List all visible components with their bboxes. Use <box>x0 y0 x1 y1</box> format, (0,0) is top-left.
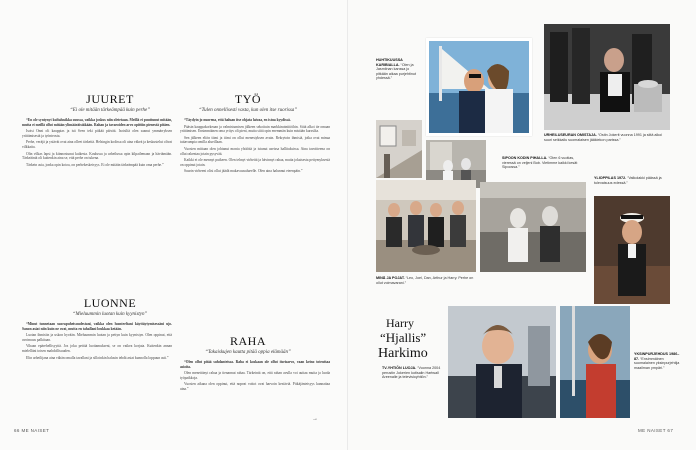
caption-lead: MINÄ JA POJAT. <box>376 276 405 280</box>
photo-press <box>448 306 556 418</box>
section-subtitle-juuret: “Ei ole mitään tärkeämpää kuin perhe” <box>69 108 151 113</box>
caption-lead: YLIOPPILAS 1972. <box>594 176 627 180</box>
paragraph: Pääsin kauppakorkeaan ja valmistumisen jälkeen sekoituin markkinointitöihin. Siitä alkoi tie omaan yrittämisen. Ensimmäinen oma yritys oli pieni, mutta siitä opin enemmän kuin mistään kurssilta. <box>180 124 330 134</box>
caption-lead: URHEILUSEURAN OMISTAJA. <box>544 133 597 137</box>
section-title-juuret: JUURET <box>86 92 134 106</box>
photo-family-sons <box>376 180 476 272</box>
paragraph: Kaikki ei ole mennyt putkeen. Olen tehnyt virheitä ja hävinnyt rahaa, mutta jokaisesta pettymyksestä on oppinut jotain. <box>180 158 330 167</box>
caption-urheiluseura <box>544 133 670 142</box>
photo-yksinpurjehdus <box>560 306 630 418</box>
section-subtitle-tyo: “Tulen onnellisesti vasta, kun olen itse ruorissa” <box>198 108 298 113</box>
paragraph: Perhe, veräjä ja ystävät ovat aina olleet tärkeitä. Helsingin kodissa oli aina väkeä ja keskustelut olivat vilkkaita. <box>22 140 172 149</box>
paragraph: Tärkein asia, jonka opin kotoa, on perhekeskeisyys. Ei ole mitään tärkeämpää kuin oma perhe.” <box>26 162 164 167</box>
photo-hockey-owner-image <box>544 24 670 130</box>
paragraph: “Täydyin jo nuorena, että haluan itse ohjata laivaa, en istua kyydissä. <box>184 118 291 122</box>
caption-text: “Ostin Jokerit vuonna 1991 ja siitä alkoi suuri seikkailu suomalaisen jääkiekon parissa.” <box>544 133 662 142</box>
arrow-icon: → <box>312 416 318 422</box>
paragraph: Luotan ihmisiin ja uskon hyvään. Mieluummin luotan ja pettyn kuin kyynistyn. Olen oppinut, että avoimuus palkitaan. <box>22 333 172 342</box>
paragraph: Elin urheilijana aina vähän omalla tavallani ja silloinkin halusin tehdä asiat kunnolla loppuun asti.” <box>26 355 169 360</box>
tyo-body <box>180 118 330 176</box>
photo-press-image <box>448 306 556 418</box>
caption-text: “Olen ja Jasmiinan kanssa jo pitkään aikaa purjehtinut yhdessä.” <box>376 62 416 81</box>
section-subtitle-luonne: “Mieluummin luotan kuin kyynistyn” <box>72 312 148 317</box>
caption-karibia <box>376 58 422 81</box>
caption-sipoo <box>502 156 582 170</box>
photo-sailing-couple-image <box>429 41 529 133</box>
caption-ylioppilas <box>594 176 670 185</box>
page-number-right: ME NAISET 67 <box>638 428 674 433</box>
name-line-nickname: “Hjallis” <box>380 330 427 345</box>
section-subtitle-raha: “Takaiskujen kautta pitää oppia elämään” <box>205 350 291 355</box>
caption-family <box>376 276 476 285</box>
photo-stairs-image <box>376 120 422 178</box>
paragraph: Isoisi Onni oli kauppias ja isä Sven teki pitkää päivää. Isoisiltä olen saanut ymmärryksen yrittämisestä ja työnteosta. <box>22 129 172 138</box>
caption-text: “Olen 6 vuotias, vieressä on veljeni Bob. Vietimme kaikki kesät Sipoossa.” <box>502 156 578 170</box>
caption-text: “Vuonna 2004 perustin Jokerien kotisalin Hartwall Areenalle ja televisioyhtiön.” <box>382 366 441 380</box>
caption-tv-yhtio <box>382 366 446 380</box>
caption-lead: SIPOON KODIN PIHALLA. <box>502 156 548 160</box>
section-title-tyo: TYÖ <box>234 92 262 106</box>
paragraph: Sen jälkeen eliön tiimi ja tiimi on ollut menestyksen avain. Rekrytoin ihmisiä, jotka ovat minua taitavampia omilla alueillaan. <box>180 135 330 145</box>
right-page <box>312 0 696 450</box>
section-title-raha: RAHA <box>229 334 266 348</box>
photo-ylioppilas-image <box>594 196 670 304</box>
caption-text: “Valkolakki päässä ja tulevaisuus edessä.” <box>594 176 662 185</box>
caption-lead: HUHTIKUUSSA KARIBIALLA. <box>376 58 403 67</box>
caption-yksinpurjehdus <box>634 352 680 370</box>
paragraph: “En ole syntynyt kultalusikka suussa, vaikka joskus niin oletetaan. Meillä ei puuttunut mitään, mutta ei meillä ollut mitään ylimääräistäkään. Rahan ja tavaroiden arvo opittiin pienestä pitäen. <box>22 118 172 127</box>
paragraph: “Minut tunnetaan suorapuheisuudestani, vaikka olen luonteeltani käyttäytymisessäni ujo. Sanon asiat niin kuin ne ovat, mutta en tahallani loukkaa ketään. <box>22 322 172 331</box>
caption-text: “Leo, Joel, Dan, Arthur ja Harry. Perhe on ollut voimavarani.” <box>376 276 474 285</box>
section-title-luonne: LUONNE <box>83 296 137 310</box>
caption-lead: TV-YHTIÖN LUOJA. <box>382 366 417 370</box>
luonne-body <box>22 322 172 362</box>
paragraph: Vuosien mittaan olen johtanut monia yhtiöitä ja istunut useissa hallituksissa. Aina tavoitteena on ollut rakentaa jotain pysyvää. <box>180 146 330 156</box>
paragraph: Olen menettänyt rahaa ja tienannut rahaa. Tärkeintä on, että rahan avulla voi auttaa muita ja luoda työpaikkoja. <box>180 371 330 380</box>
caption-text: “Ensimmäinen suomalainen yksinpurjehtija maailman ympäri.” <box>634 356 680 370</box>
name-line-first: Harry <box>386 316 414 330</box>
photo-sailing-couple <box>426 38 532 136</box>
photo-family-sons-image <box>376 180 476 272</box>
photo-children-bw-image <box>480 182 586 272</box>
photo-children-bw <box>480 182 586 272</box>
paragraph: “Olen ollut pitää suhdanteissa. Raha ei koskaan ole ollut itseisarvo, vaan keino toteuttaa asioita. <box>180 360 330 369</box>
paragraph: Vuosien aikana olen oppinut, että nopeat voitot ovat harvoin kestäviä. Pitkäjänteisyys kannattaa aina.” <box>180 382 330 391</box>
photo-stairs <box>376 120 422 178</box>
juuret-body <box>22 118 172 169</box>
photo-hockey-owner <box>544 24 670 130</box>
photo-ylioppilas <box>594 196 670 304</box>
raha-body <box>180 360 330 394</box>
paragraph: Suurin virheeni olisi ollut jäädä mukavuusalueelle. Olen aina halunnut eteenpäin.” <box>184 169 303 174</box>
name-line-last: Harkimo <box>378 346 428 361</box>
paragraph: Vihaan epärehellisyyttä. Jos joku pettää luottamukseni, se on vaikea korjata. Kuitenkin annan mielelläni toisen mahdollisuuden. <box>22 344 172 353</box>
photo-yksinpurjehdus-image <box>560 306 630 418</box>
page-number-left: 66 ME NAISET <box>14 428 50 433</box>
paragraph: Olin vilkas lapsi ja kiinnostunut kaikesta. Koulussa ja urheilussa opin kilpailemaan ja häviämään. Tärkeäintä oli kuitenkin aina se, että perhe on tukena. <box>22 151 172 161</box>
caption-lead: YKSINPURJEHDUS 1986–87. <box>634 352 680 361</box>
